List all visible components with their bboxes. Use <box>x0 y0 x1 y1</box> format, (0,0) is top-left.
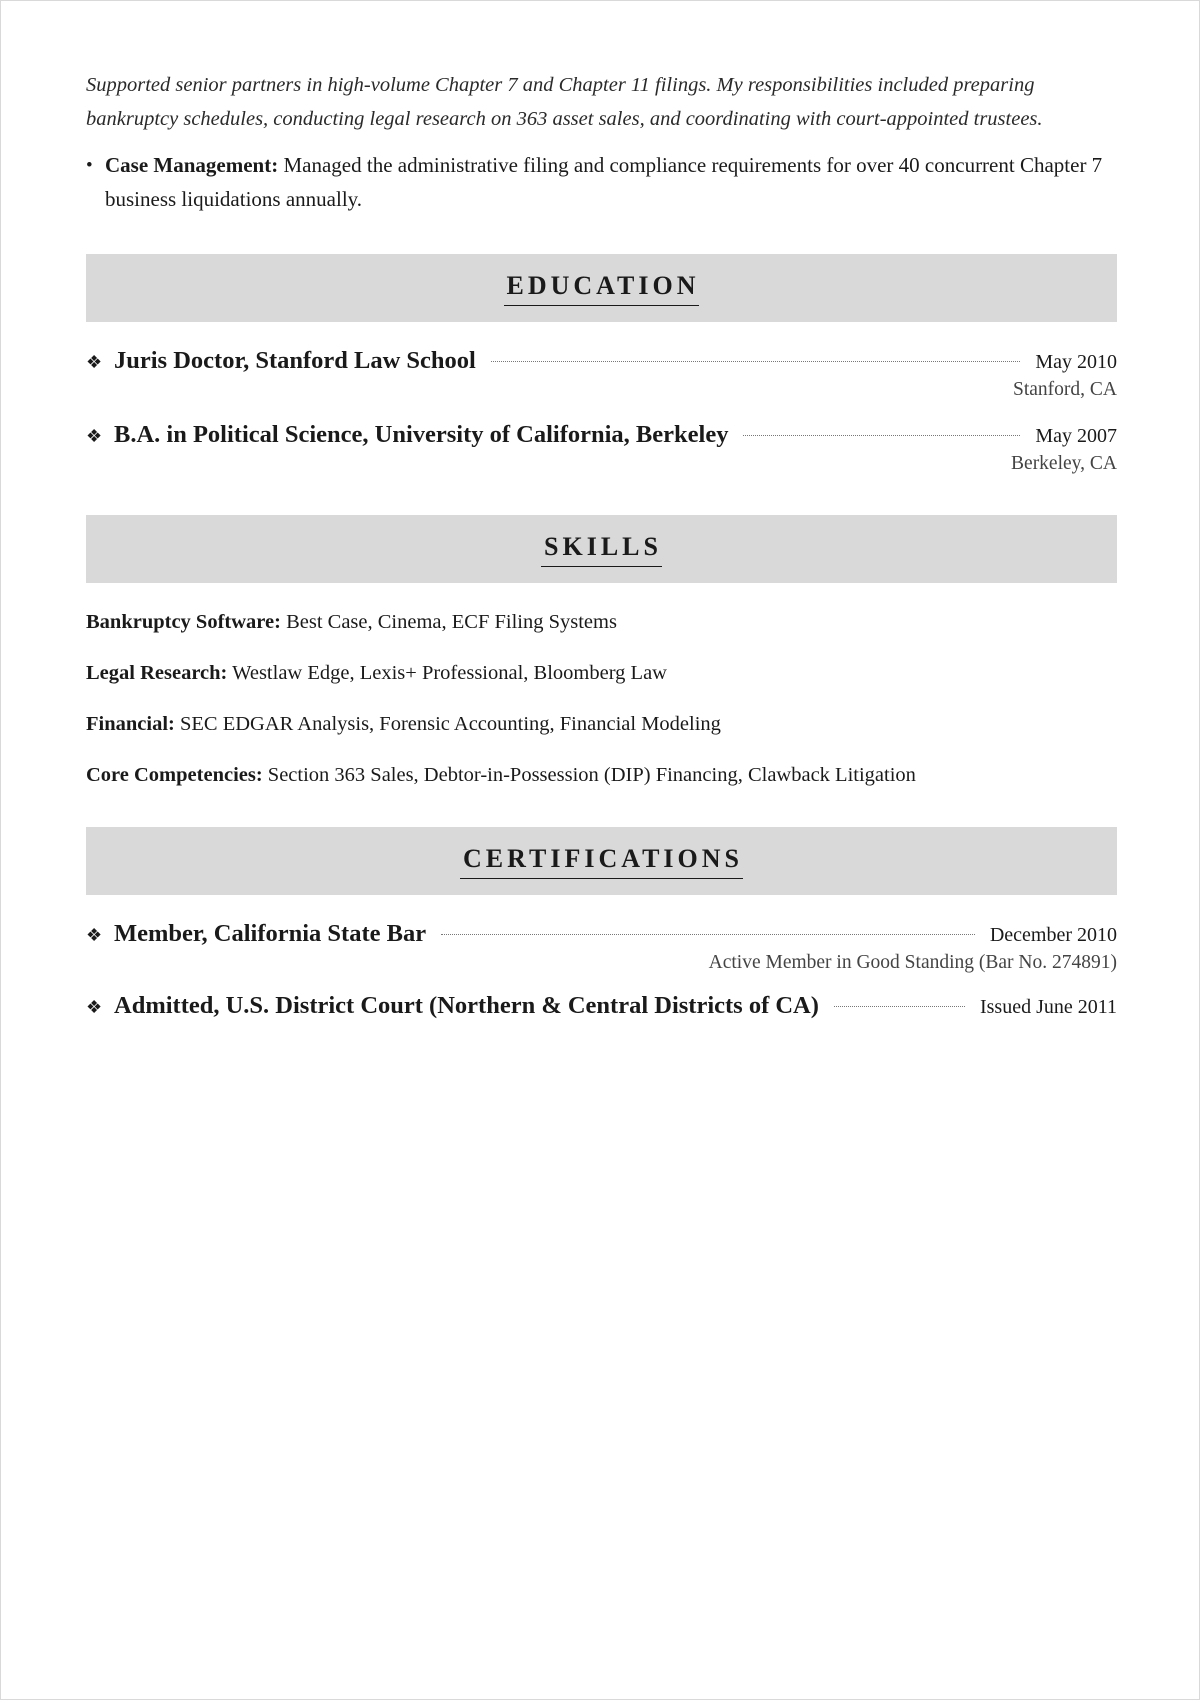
diamond-bullet-icon: ❖ <box>86 997 103 1017</box>
dotted-leader <box>834 1006 965 1007</box>
skill-row <box>86 712 1117 736</box>
education-location: Berkeley, CA <box>1011 453 1117 474</box>
education-entry <box>86 421 1117 475</box>
dotted-leader <box>491 361 1020 362</box>
diamond-bullet-icon: ❖ <box>86 352 103 372</box>
entry-row <box>86 421 1117 449</box>
education-location: Stanford, CA <box>1013 379 1117 400</box>
entry-row <box>86 992 1117 1020</box>
dotted-leader <box>441 934 975 935</box>
dotted-leader <box>743 435 1020 436</box>
certification-detail: Active Member in Good Standing (Bar No. 274891) <box>708 952 1117 973</box>
bullet-text: Managed the administrative filing and compliance requirements for over 40 concurrent Chapter 7 business liquidations annually. <box>105 153 1103 211</box>
skill-value: Best Case, Cinema, ECF Filing Systems <box>280 611 617 633</box>
experience-bullet <box>86 149 1117 216</box>
skill-row <box>86 763 1117 787</box>
diamond-bullet-icon: ❖ <box>86 925 103 945</box>
certification-entry <box>86 920 1117 974</box>
education-date: May 2007 <box>1035 425 1117 447</box>
skill-label: Financial: <box>86 713 175 735</box>
certification-date: Issued June 2011 <box>979 996 1117 1018</box>
certification-entry <box>86 992 1117 1020</box>
certification-date: December 2010 <box>989 924 1117 946</box>
bullet-label: Case Management: <box>105 153 279 177</box>
skills-heading: SKILLS <box>541 531 662 567</box>
diamond-bullet-icon: ❖ <box>86 426 103 446</box>
experience-summary: Supported senior partners in high-volume Chapter 7 and Chapter 11 filings. My responsibilities included preparing bankruptcy schedules, conducting legal research on 363 asset sales, and coordinating with court-appointed trustees. <box>86 74 1043 130</box>
skill-row <box>86 610 1117 634</box>
education-heading: EDUCATION <box>504 270 700 306</box>
skills-section-header <box>86 515 1117 583</box>
resume-content <box>86 69 1117 1020</box>
education-date: May 2010 <box>1035 351 1117 373</box>
certifications-section-header <box>86 827 1117 895</box>
skill-row <box>86 661 1117 685</box>
certification-title: Member, California State Bar <box>114 920 427 947</box>
education-degree: Juris Doctor, Stanford Law School <box>114 347 476 374</box>
skill-value: Westlaw Edge, Lexis+ Professional, Bloomberg Law <box>227 662 667 684</box>
skill-label: Bankruptcy Software: <box>86 611 281 633</box>
education-degree: B.A. in Political Science, University of California, Berkeley <box>114 421 729 448</box>
skill-label: Legal Research: <box>86 662 228 684</box>
education-section-header <box>86 254 1117 322</box>
skill-label: Core Competencies: <box>86 764 263 786</box>
skill-value: SEC EDGAR Analysis, Forensic Accounting, Financial Modeling <box>174 713 721 735</box>
education-entry <box>86 347 1117 401</box>
entry-row <box>86 347 1117 375</box>
experience-bullet-list <box>86 149 1117 216</box>
certification-title: Admitted, U.S. District Court (Northern & Central Districts of CA) <box>114 992 819 1019</box>
certifications-heading: CERTIFICATIONS <box>460 843 743 879</box>
entry-row <box>86 920 1117 948</box>
skill-value: Section 363 Sales, Debtor-in-Possession (DIP) Financing, Clawback Litigation <box>262 764 916 786</box>
